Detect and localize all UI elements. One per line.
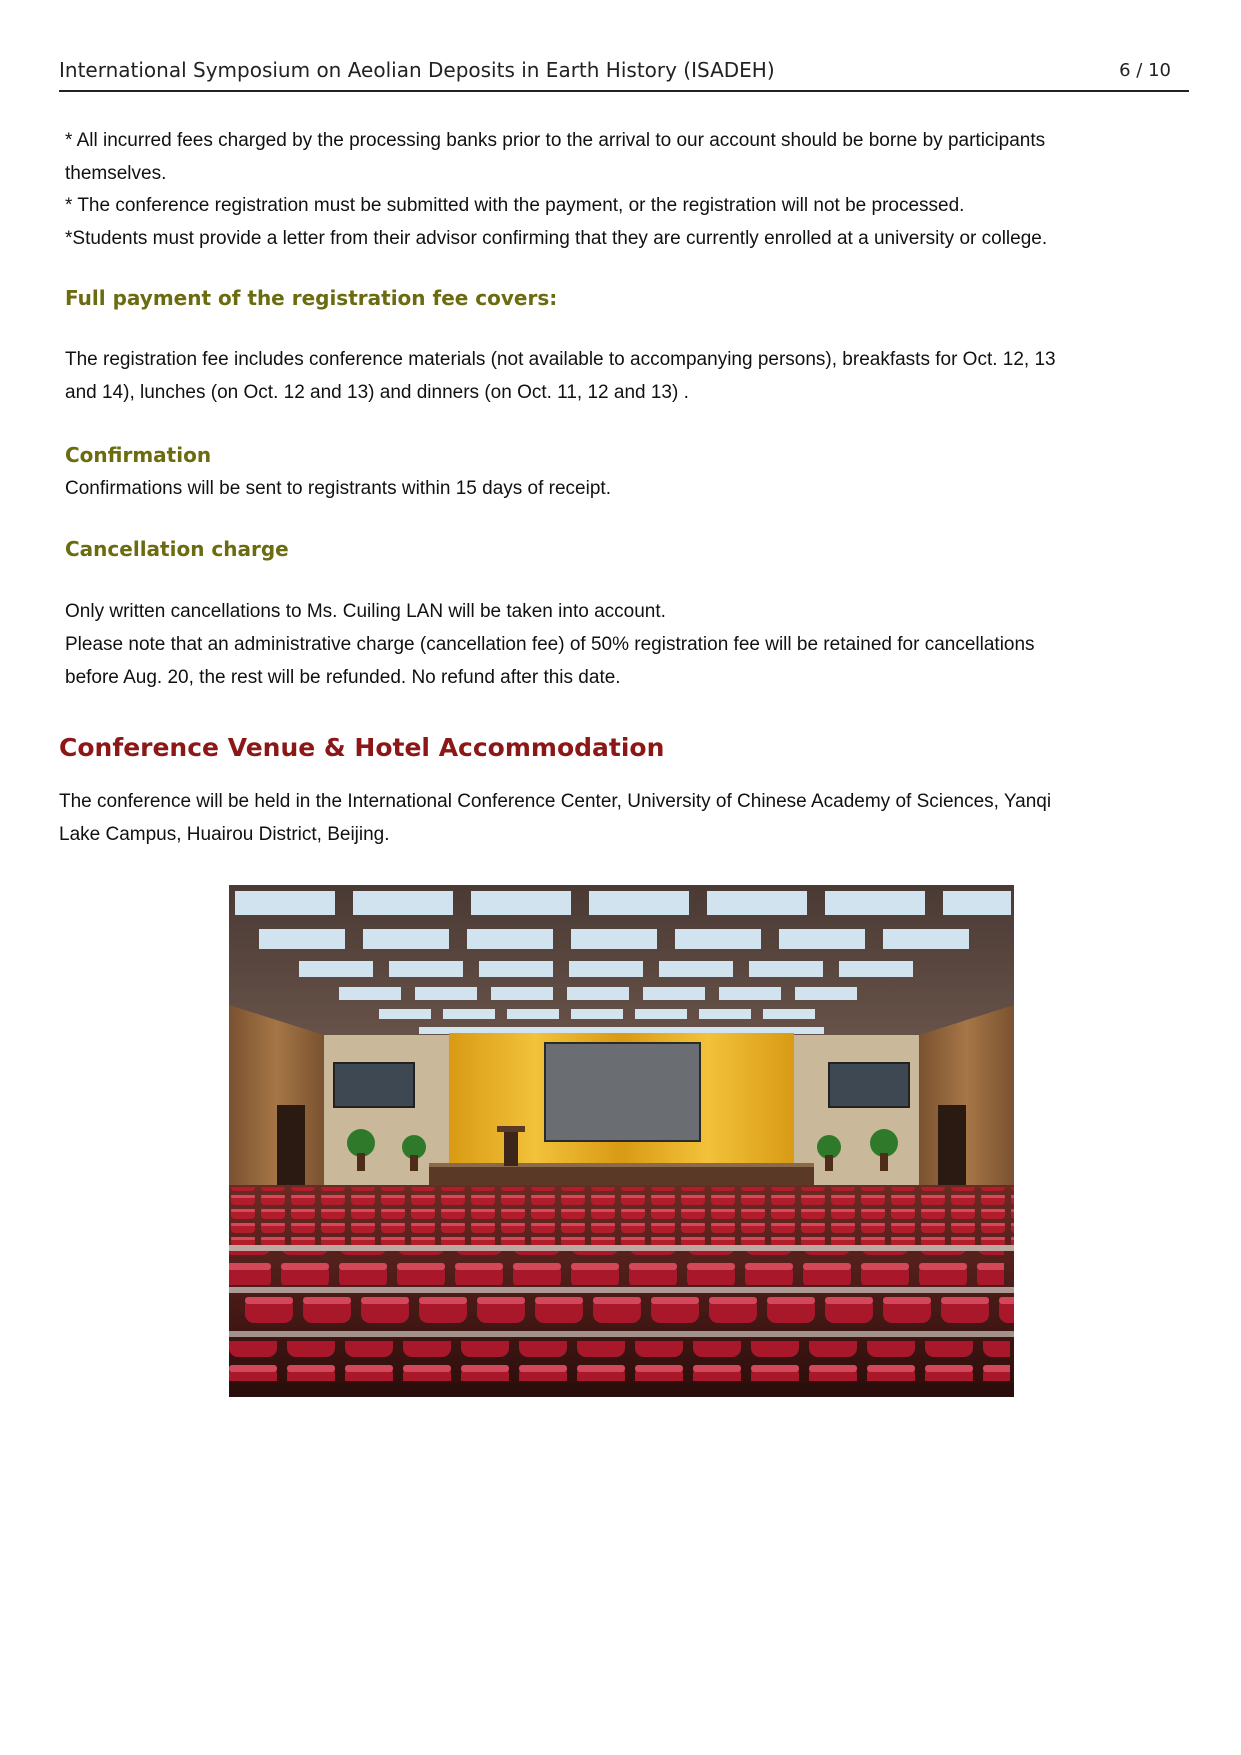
cancellation-line: Only written cancellations to Ms. Cuiling LAN will be taken into account. bbox=[65, 601, 666, 622]
note-line: *Students must provide a letter from their advisor confirming that they are currently enrolled at a university or college. bbox=[65, 228, 1048, 249]
header-title: International Symposium on Aeolian Deposits in Earth History (ISADEH) bbox=[59, 58, 775, 82]
confirmation-heading: Confirmation bbox=[65, 443, 212, 467]
venue-heading: Conference Venue & Hotel Accommodation bbox=[59, 733, 665, 762]
venue-line: The conference will be held in the International Conference Center, University of Chinese Academy of Sciences, Yanqi bbox=[59, 791, 1052, 812]
page-number: 6 / 10 bbox=[1119, 60, 1171, 81]
venue-line: Lake Campus, Huairou District, Beijing. bbox=[59, 824, 390, 845]
note-line: themselves. bbox=[65, 163, 167, 184]
coverage-heading: Full payment of the registration fee covers: bbox=[65, 286, 558, 310]
auditorium-photo bbox=[229, 885, 1014, 1397]
page-header bbox=[59, 56, 1189, 92]
cancellation-heading: Cancellation charge bbox=[65, 537, 289, 561]
coverage-line: and 14), lunches (on Oct. 12 and 13) and dinners (on Oct. 11, 12 and 13) . bbox=[65, 382, 689, 403]
coverage-line: The registration fee includes conference materials (not available to accompanying persons), breakfasts for Oct. 12, 13 bbox=[65, 349, 1056, 370]
note-line: * All incurred fees charged by the processing banks prior to the arrival to our account should be borne by participants bbox=[65, 130, 1046, 151]
cancellation-line: before Aug. 20, the rest will be refunded. No refund after this date. bbox=[65, 667, 621, 688]
cancellation-line: Please note that an administrative charge (cancellation fee) of 50% registration fee will be retained for cancellations bbox=[65, 634, 1035, 655]
confirmation-text: Confirmations will be sent to registrants within 15 days of receipt. bbox=[65, 478, 611, 499]
note-line: * The conference registration must be submitted with the payment, or the registration will not be processed. bbox=[65, 195, 965, 216]
